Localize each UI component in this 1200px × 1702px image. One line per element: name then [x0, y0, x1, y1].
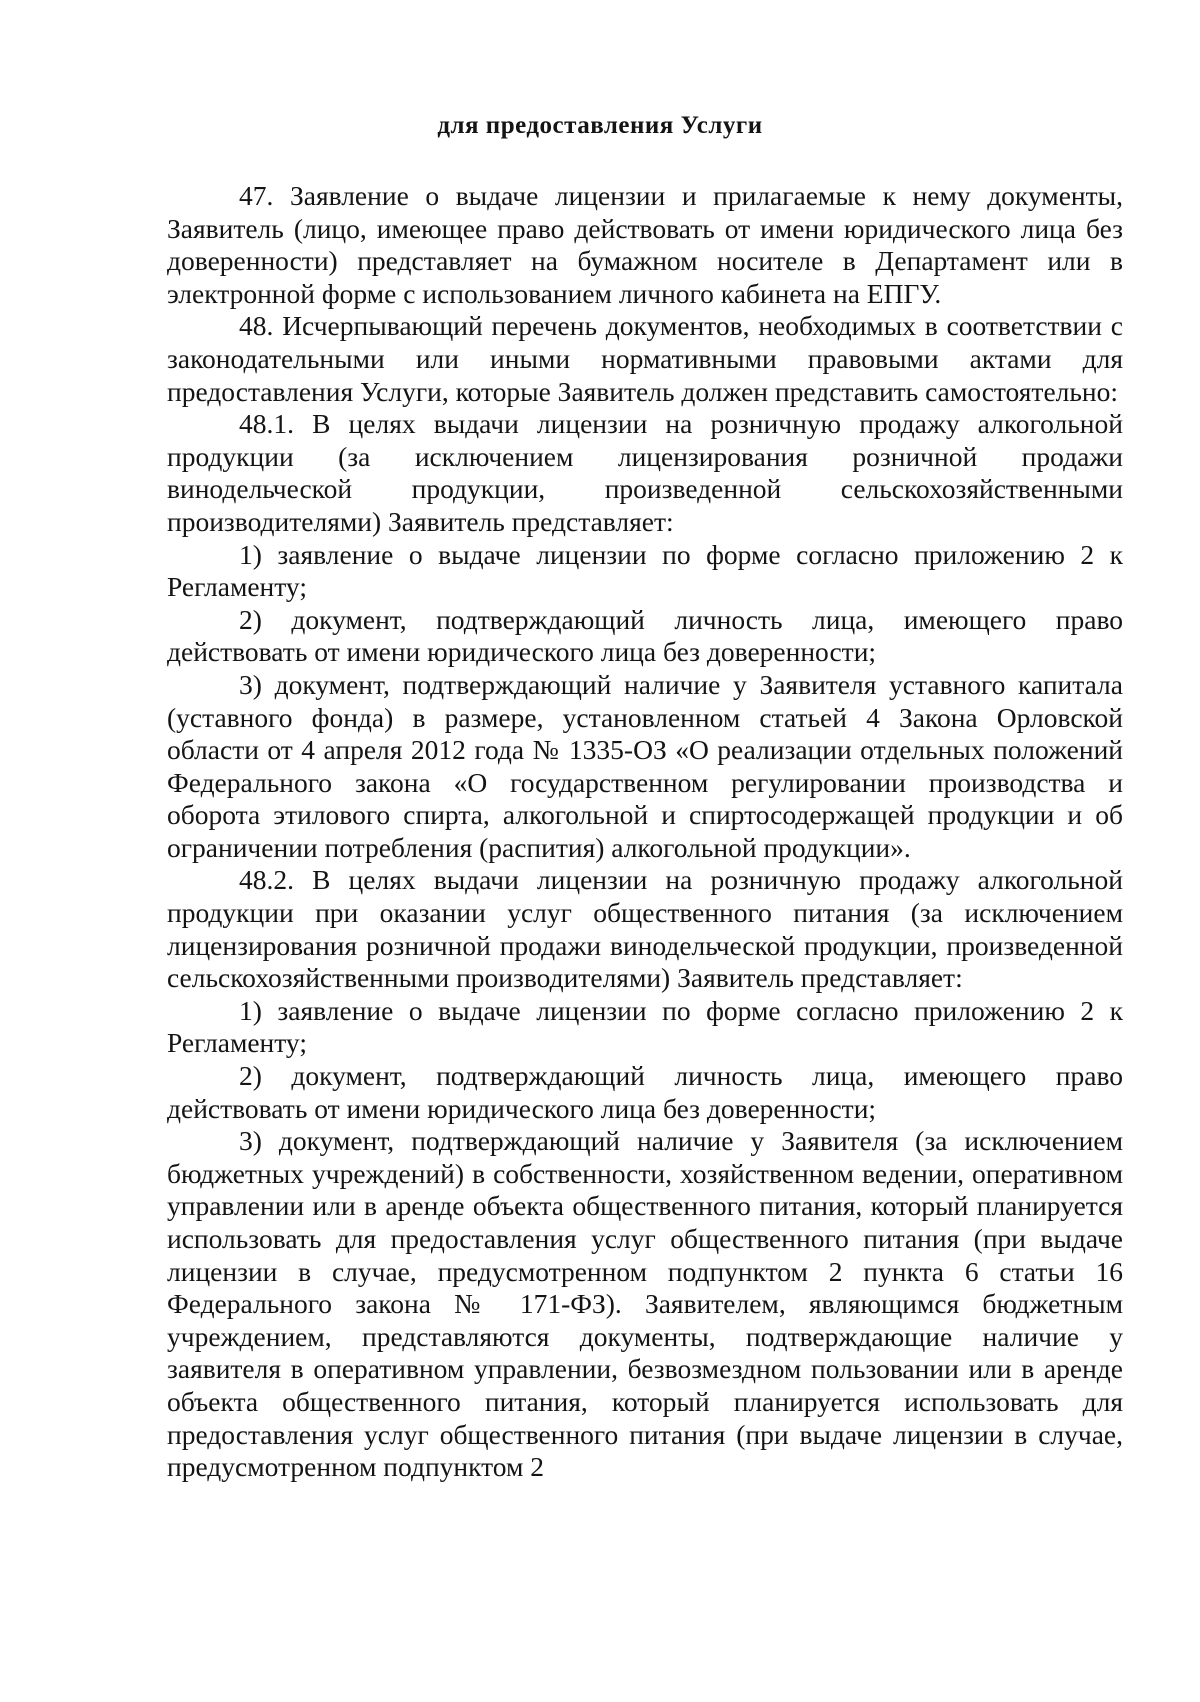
- list-item-48-2-2: 2) документ, подтверждающий личность лица, имеющего право действовать от имени юридического лица без доверенности;: [167, 1060, 1123, 1124]
- list-item-48-2-3: 3) документ, подтверждающий наличие у Заявителя (за исключением бюджетных учреждений) в собственности, хозяйственном ведении, оперативном управлении или в аренде объекта общественного питания, который планируется использовать для предоставления услуг общественного питания (при выдаче лицензии в случае, предусмотренном подпунктом 2 пункта 6 статьи 16 Федерального закона № 171-ФЗ). Заявителем, являющимся бюджетным учреждением, представляются документы, подтверждающие наличие у заявителя в оперативном управлении, безвозмездном пользовании или в аренде объекта общественного питания, который планируется использовать для предоставления услуг общественного питания (при выдаче лицензии в случае, предусмотренном подпунктом 2: [167, 1125, 1123, 1483]
- document-body: [167, 180, 1123, 1484]
- section-heading: для предоставления Услуги: [437, 112, 763, 139]
- list-item-48-1-1: 1) заявление о выдаче лицензии по форме согласно приложению 2 к Регламенту;: [167, 538, 1123, 603]
- paragraph-48-1: 48.1. В целях выдачи лицензии на розничную продажу алкогольной продукции (за исключением лицензирования розничной продажи винодельческой продукции, произведенной сельскохозяйственными производителями) Заявитель представляет:: [167, 408, 1123, 537]
- list-item-48-1-3: 3) документ, подтверждающий наличие у Заявителя уставного капитала (уставного фонда) в размере, установленном статьей 4 Закона Орловской области от 4 апреля 2012 года № 1335-ОЗ «О реализации отдельных положений Федерального закона «О государственном регулировании производства и оборота этилового спирта, алкогольной и спиртосодержащей продукции и об ограничении потребления (распития) алкогольной продукции».: [167, 668, 1123, 863]
- paragraph-48-2: 48.2. В целях выдачи лицензии на розничную продажу алкогольной продукции при оказании услуг общественного питания (за исключением лицензирования розничной продажи винодельческой продукции, произведенной сельскохозяйственными производителями) Заявитель представляет:: [167, 864, 1123, 994]
- paragraph-47: 47. Заявление о выдаче лицензии и прилагаемые к нему документы, Заявитель (лицо, имеющее право действовать от имени юридического лица без доверенности) представляет на бумажном носителе в Департамент или в электронной форме с использованием личного кабинета на ЕПГУ.: [167, 180, 1123, 309]
- paragraph-48: 48. Исчерпывающий перечень документов, необходимых в соответствии с законодательными или иными нормативными правовыми актами для предоставления Услуги, которые Заявитель должен представить самостоятельно:: [167, 310, 1123, 407]
- list-item-48-1-2: 2) документ, подтверждающий личность лица, имеющего право действовать от имени юридического лица без доверенности;: [167, 603, 1123, 668]
- list-item-48-2-1: 1) заявление о выдаче лицензии по форме согласно приложению 2 к Регламенту;: [167, 994, 1123, 1059]
